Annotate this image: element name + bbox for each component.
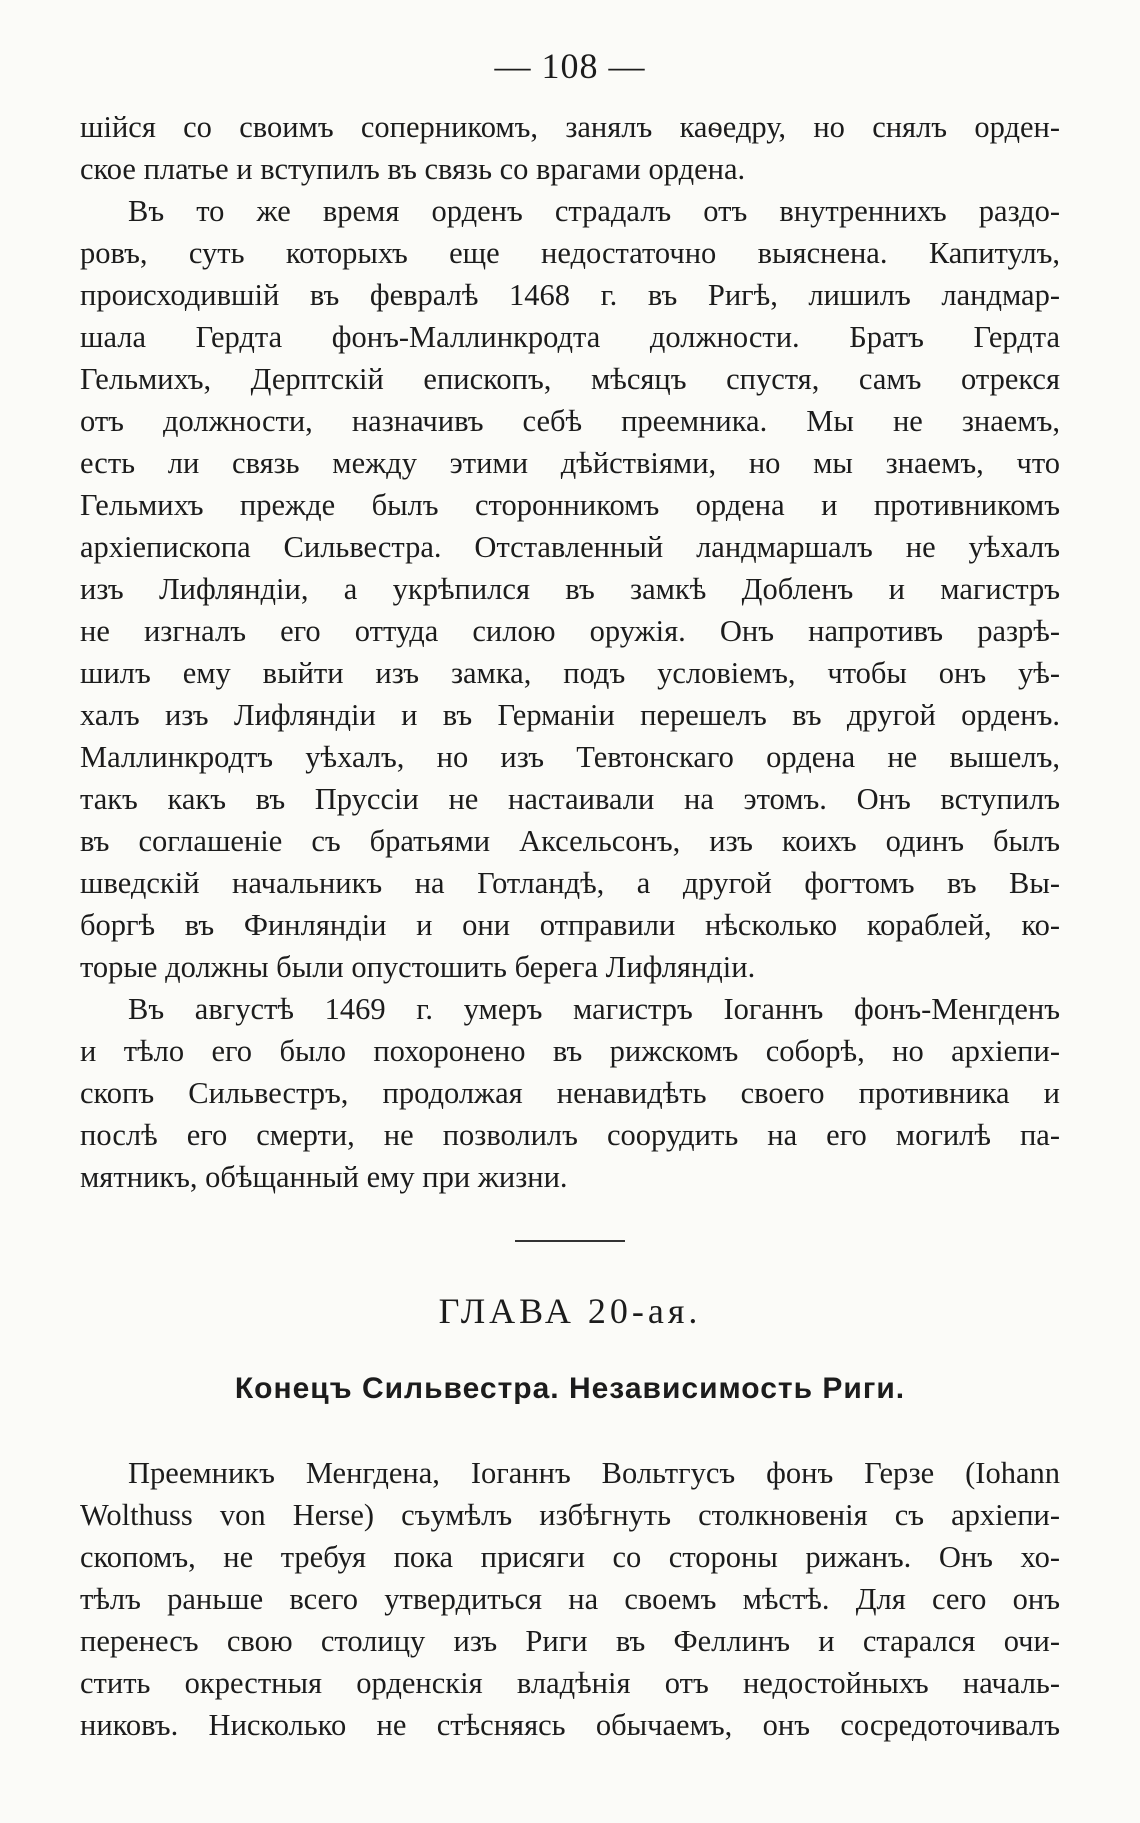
text-line: тѣлъ раньше всего утвердиться на своемъ мѣстѣ. Для сего онъ: [80, 1582, 1060, 1616]
text-line: стить окрестныя орденскія владѣнія отъ недостойныхъ началь-: [80, 1666, 1060, 1700]
text-line: мятникъ, обѣщанный ему при жизни.: [80, 1160, 568, 1194]
text-line: никовъ. Нисколько не стѣсняясь обычаемъ, онъ сосредоточивалъ: [80, 1708, 1060, 1742]
text-line: изъ Лифляндіи, а укрѣпился въ замкѣ Добленъ и магистръ: [80, 572, 1060, 606]
text-line: скопомъ, не требуя пока присяги со стороны рижанъ. Онъ хо-: [80, 1540, 1060, 1574]
text-line: архіепископа Сильвестра. Отставленный ландмаршалъ не уѣхалъ: [80, 530, 1060, 564]
text-line: ровъ, суть которыхъ еще недостаточно выяснена. Капитулъ,: [80, 236, 1060, 270]
text-line: шала Гердта фонъ-Маллинкродта должности. Братъ Гердта: [80, 320, 1060, 354]
text-line: не изгналъ его оттуда силою оружія. Онъ напротивъ разрѣ-: [80, 614, 1060, 648]
book-page: [80, 40, 1060, 1746]
chapter-heading: ГЛАВА 20-ая.: [438, 1291, 702, 1331]
text-line: скопъ Сильвестръ, продолжая ненавидѣть своего противника и: [80, 1076, 1060, 1110]
text-line: перенесъ свою столицу изъ Риги въ Феллинъ и старался очи-: [80, 1624, 1060, 1658]
text-line: Въ августѣ 1469 г. умеръ магистръ Іоганнъ фонъ-Менгденъ: [128, 992, 1060, 1026]
text-line: послѣ его смерти, не позволилъ соорудить на его могилѣ па-: [80, 1118, 1060, 1152]
text-line: Въ то же время орденъ страдалъ отъ внутреннихъ раздо-: [128, 194, 1060, 228]
text-line: халъ изъ Лифляндіи и въ Германіи перешелъ въ другой орденъ.: [80, 698, 1060, 732]
text-line: Маллинкродтъ уѣхалъ, но изъ Тевтонскаго ордена не вышелъ,: [80, 740, 1060, 774]
text-line: шійся со своимъ соперникомъ, занялъ каѳедру, но снялъ орден-: [80, 110, 1060, 144]
text-line: боргѣ въ Финляндіи и они отправили нѣсколько кораблей, ко-: [80, 908, 1060, 942]
paragraph-2: [80, 190, 1060, 988]
text-line: Гельмихъ, Дерптскій епископъ, мѣсяцъ спустя, самъ отрекся: [80, 362, 1060, 396]
text-line: такъ какъ въ Пруссіи не настаивали на этомъ. Онъ вступилъ: [80, 782, 1060, 816]
text-line: въ соглашеніе съ братьями Аксельсонъ, изъ коихъ одинъ былъ: [80, 824, 1060, 858]
text-line: Преемникъ Менгдена, Іоганнъ Вольтгусъ фонъ Герзе (Iohann: [128, 1456, 1060, 1490]
text-line: шилъ ему выйти изъ замка, подъ условіемъ, чтобы онъ уѣ-: [80, 656, 1060, 690]
paragraph-3: [80, 988, 1060, 1198]
text-line: шведскій начальникъ на Готландѣ, а другой фогтомъ въ Вы-: [80, 866, 1060, 900]
section-divider: [515, 1240, 625, 1242]
text-line: есть ли связь между этими дѣйствіями, но мы знаемъ, что: [80, 446, 1060, 480]
chapter-paragraph-1: [80, 1452, 1060, 1746]
text-line: ское платье и вступилъ въ связь со врагами ордена.: [80, 152, 746, 186]
text-line: Wolthuss von Herse) съумѣлъ избѣгнуть столкновенія съ архіепи-: [80, 1498, 1060, 1532]
text-line: Гельмихъ прежде былъ сторонникомъ ордена и противникомъ: [80, 488, 1060, 522]
paragraph-1: [80, 106, 1060, 190]
text-line: происходившій въ февралѣ 1468 г. въ Ригѣ, лишилъ ландмар-: [80, 278, 1060, 312]
text-line: отъ должности, назначивъ себѣ преемника. Мы не знаемъ,: [80, 404, 1060, 438]
text-line: и тѣло его было похоронено въ рижскомъ соборѣ, но архіепи-: [80, 1034, 1060, 1068]
page-number: — 108 —: [494, 46, 646, 86]
chapter-subtitle: Конецъ Сильвестра. Независимость Риги.: [234, 1372, 906, 1405]
text-line: торые должны были опустошить берега Лифляндіи.: [80, 950, 756, 984]
